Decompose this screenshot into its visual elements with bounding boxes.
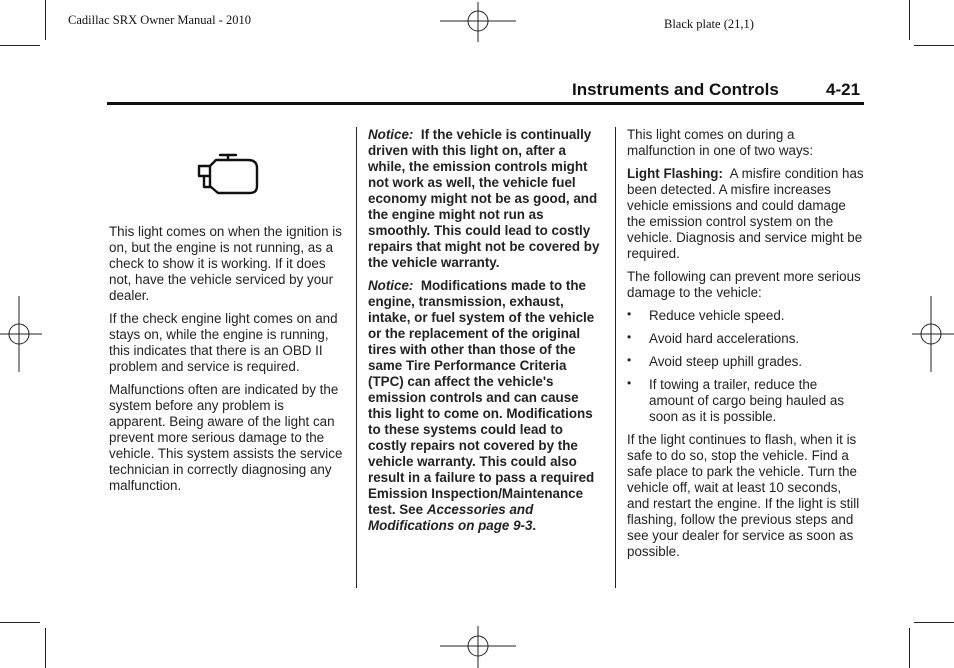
paragraph: The following can prevent more serious damage to the vehicle: — [627, 269, 861, 300]
crop-mark — [914, 622, 954, 623]
page-number: 4-21 — [826, 80, 861, 99]
crop-mark — [0, 45, 40, 46]
list-item: • Reduce vehicle speed. — [627, 308, 865, 324]
column-divider — [615, 127, 616, 588]
plate-label: Black plate (21,1) — [664, 17, 754, 31]
crop-mark — [45, 628, 46, 668]
list-item: • Avoid hard accelerations. — [627, 331, 865, 347]
notice-paragraph — [368, 278, 602, 534]
crop-mark — [914, 45, 954, 46]
notice-paragraph — [368, 127, 602, 271]
registration-mark-left — [0, 296, 42, 372]
manual-title: Cadillac SRX Owner Manual - 2010 — [68, 13, 251, 27]
paragraph: This light comes on during a malfunction in one of two ways: — [627, 127, 814, 158]
crop-mark — [909, 628, 910, 668]
list-item: • If towing a trailer, reduce the amount of cargo being hauled as soon as it is possible. — [627, 377, 865, 425]
term-label: Light Flashing: — [627, 166, 723, 181]
registration-mark-bottom — [440, 626, 516, 668]
paragraph: Malfunctions often are indicated by the system before any problem is apparent. Being aware of the light can prevent more serious damage to the vehicle. This system assists the service technician in correctly diagnosing any malfunction. — [109, 382, 343, 493]
list-item: • Avoid steep uphill grades. — [627, 354, 865, 370]
period: . — [532, 518, 537, 533]
header-rule — [107, 102, 864, 105]
registration-mark-right — [912, 296, 954, 372]
term-text: A misfire condition has been detected. A misfire increases vehicle emissions and could damage the emission control system on the vehicle. Diagnosis and service might be required. — [627, 166, 864, 261]
registration-mark-top — [440, 2, 516, 42]
column-1 — [109, 224, 343, 501]
notice-label: Notice: — [368, 127, 414, 142]
paragraph: If the check engine light comes on and stays on, while the engine is running, this indicates that there is an OBD II problem and service is required. — [109, 311, 338, 374]
crop-mark — [45, 0, 46, 40]
notice-label: Notice: — [368, 278, 414, 293]
notice-text: If the vehicle is continually driven with this light on, after a while, the emission controls might not work as well, the vehicle fuel economy might not be as good, and the engine might not run as smoothly. This could lead to costly repairs that might not be covered by the vehicle warranty. — [368, 127, 600, 270]
section-title: Instruments and Controls — [572, 80, 779, 99]
check-engine-icon — [196, 152, 262, 196]
column-divider — [356, 127, 357, 588]
notice-text: Modifications made to the engine, transmission, exhaust, intake, or fuel system of the vehicle or the replacement of the original tires with other than those of the same Tire Performance Criteria (TPC) can affect the vehicle's emission controls and can cause this light to come on. Modifications to these systems could lead to costly repairs not covered by the vehicle warranty. This could also result in a failure to pass a required Emission Inspection/Maintenance test. See — [368, 278, 595, 517]
paragraph: If the light continues to flash, when it is safe to do so, stop the vehicle. Find a safe place to park the vehicle. Turn the vehicle off, wait at least 10 seconds, and restart the engine. If the light is still flashing, follow the previous steps and see your dealer for service as soon as possible. — [627, 432, 860, 559]
crop-mark — [0, 622, 40, 623]
crop-mark — [909, 0, 910, 40]
paragraph — [627, 166, 865, 262]
cross-reference: Accessories and Modifications on page 9-3 — [368, 502, 534, 533]
paragraph: This light comes on when the ignition is on, but the engine is not running, as a check to show it is working. If it does not, have the vehicle serviced by your dealer. — [109, 224, 342, 303]
column-3 — [627, 127, 865, 567]
bullet-list — [627, 308, 865, 425]
column-2 — [368, 127, 602, 541]
